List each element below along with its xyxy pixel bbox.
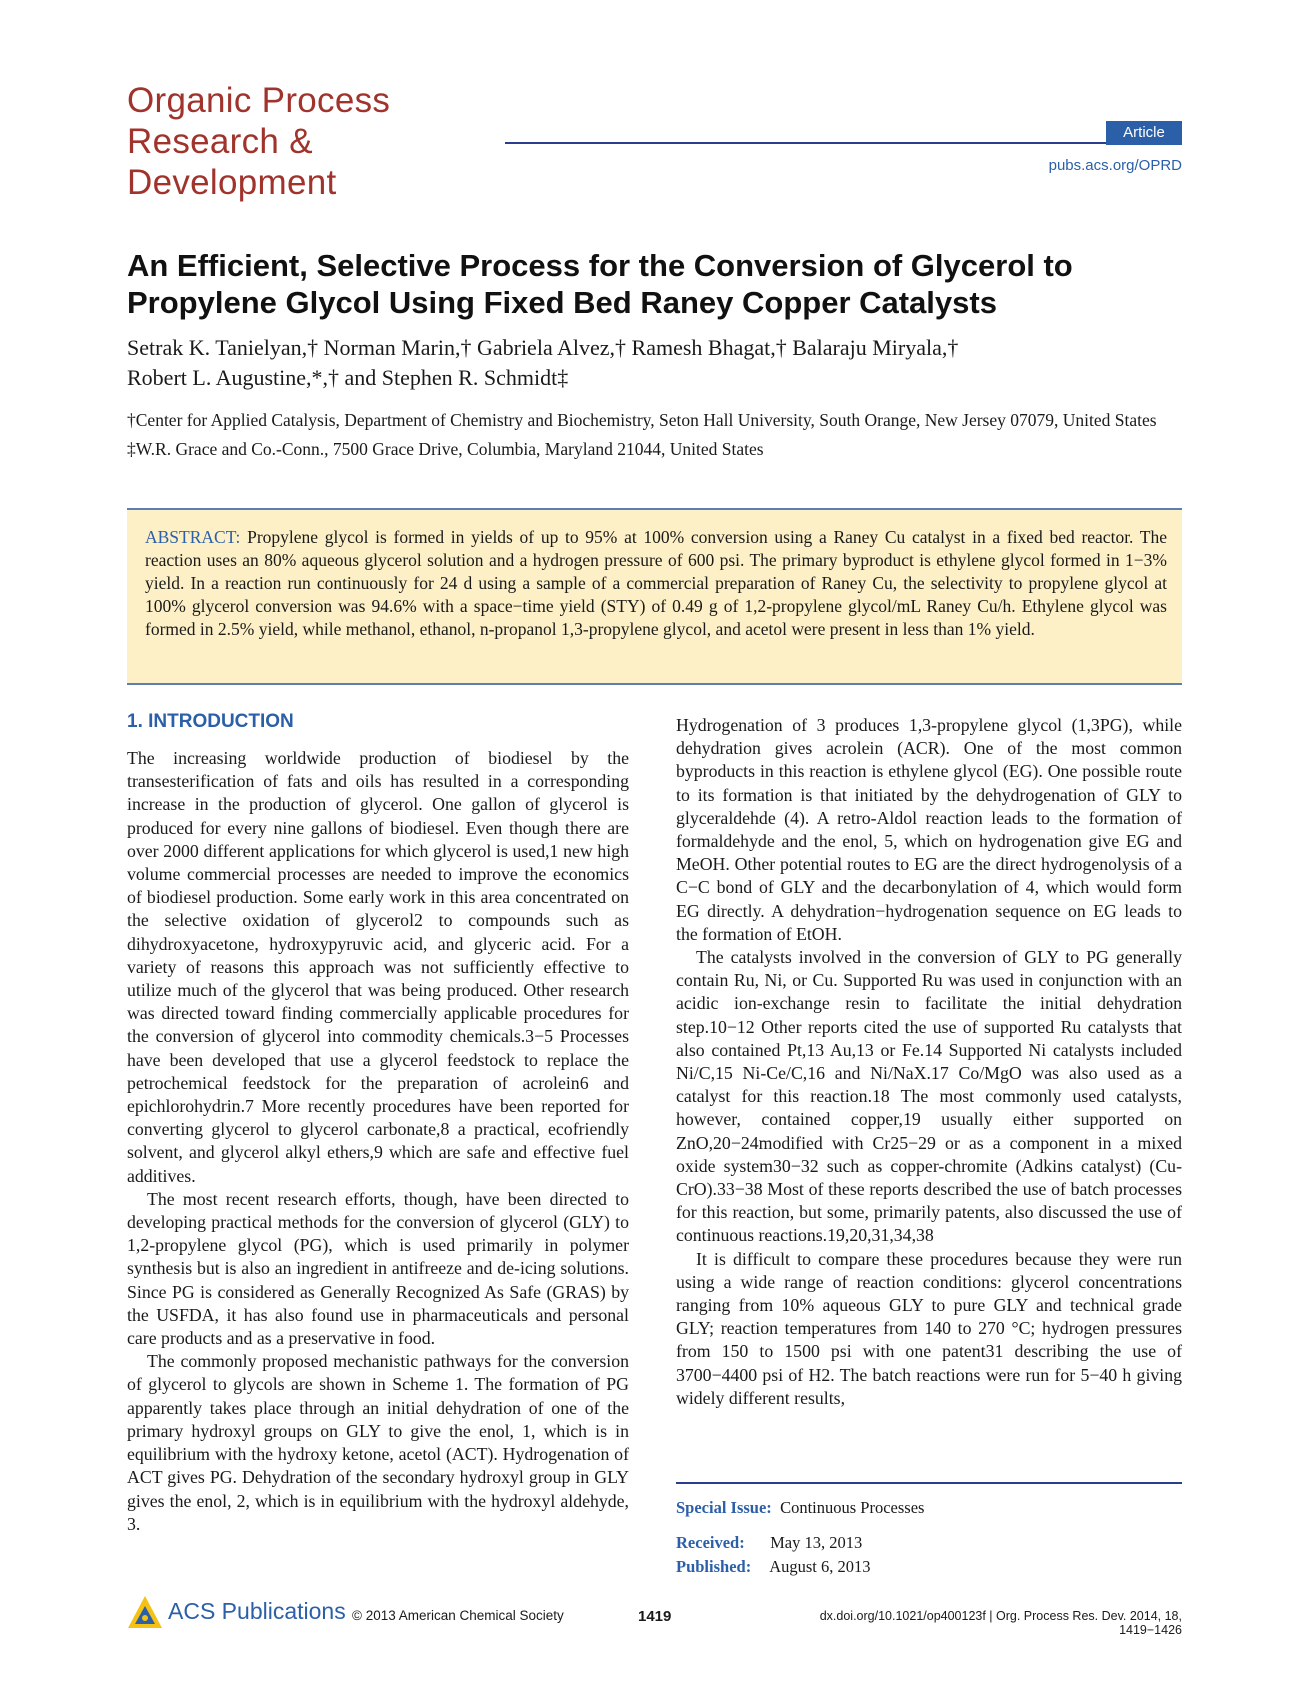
article-info-rule <box>676 1482 1182 1484</box>
paragraph: Hydrogenation of 3 produces 1,3-propylene glycol (1,3PG), while dehydration gives acrolein (ACR). One of the most common byproducts in this reaction is ethylene glycol (EG). One possible route to its formation is that initiated by the dehydrogenation of GLY to glyceraldehde (4). A retro-Aldol reaction leads to the formation of formaldehyde and the enol, 5, which on hydrogenation give EG and MeOH. Other potential routes to EG are the direct hydrogenolysis of a C−C bond of GLY and the decarbonylation of 4, which would form EG directly. A dehydration−hydrogenation sequence on EG leads to the formation of EtOH. <box>676 715 1182 944</box>
right-column <box>676 714 1182 1410</box>
abstract-bottom-rule <box>127 683 1182 685</box>
header-rule <box>505 142 1182 144</box>
special-issue-label: Special Issue: <box>676 1498 772 1517</box>
received-date <box>676 1532 1182 1554</box>
paragraph: The most recent research efforts, though, have been directed to developing practical methods for the conversion of glycerol (GLY) to 1,2-propylene glycol (PG), which is used primarily in polymer synthesis but is also an ingredient in antifreeze and de-icing solutions. Since PG is considered as Generally Recognized As Safe (GRAS) by the USFDA, it has also found use in pharmaceuticals and personal care products and as a preservative in food. <box>127 1188 629 1349</box>
published-date <box>676 1556 1182 1578</box>
affiliation: ‡W.R. Grace and Co.-Conn., 7500 Grace Drive, Columbia, Maryland 21044, United States <box>127 439 764 459</box>
paragraph: The catalysts involved in the conversion of GLY to PG generally contain Ru, Ni, or Cu. Supported Ru was used in conjunction with an acidic ion-exchange resin to facilitate the initial dehydration step.10−12 Other reports cited the use of supported Ru catalysts that also contained Pt,13 Au,13 or Fe.14 Supported Ni catalysts included Ni/C,15 Ni-Ce/C,16 and Ni/NaX.17 Co/MgO was also used as a catalyst for this reaction.18 The most commonly used catalysts, however, contained copper,19 usually either supported on ZnO,20−24modified with Cr25−29 or as a component in a mixed oxide system30−32 such as copper-chromite (Adkins catalyst) (Cu-CrO).33−38 Most of these reports described the use of batch processes for this reaction, but some, primarily patents, also discussed the use of continuous reactions.19,20,31,34,38 <box>676 947 1182 1246</box>
journal-title-line: Research & <box>127 122 313 161</box>
journal-title-line: Organic Process <box>127 81 391 120</box>
special-issue-value: Continuous Processes <box>780 1498 925 1517</box>
page-number: 1419 <box>638 1608 672 1625</box>
special-issue <box>676 1497 1182 1519</box>
journal-url-link[interactable]: pubs.acs.org/OPRD <box>1048 157 1182 174</box>
received-label: Received: <box>676 1533 745 1552</box>
abstract <box>145 526 1167 641</box>
abstract-text: Propylene glycol is formed in yields of up to 95% at 100% conversion using a Raney Cu catalyst in a fixed bed reactor. The reaction uses an 80% aqueous glycerol solution and a hydrogen pressure of 600 psi. The primary byproduct is ethylene glycol formed in 1−3% yield. In a reaction run continuously for 24 d using a sample of a commercial preparation of Raney Cu, the selectivity to propylene glycol at 100% glycerol conversion was 94.6% with a space−time yield (STY) of 0.49 g of 1,2-propylene glycol/mL Raney Cu/h. Ethylene glycol was formed in 2.5% yield, while methanol, ethanol, n-propanol 1,3-propylene glycol, and acetol were present in less than 1% yield. <box>145 527 1168 639</box>
journal-title-line: Development <box>127 163 337 202</box>
doi-link[interactable]: dx.doi.org/10.1021/op400123f | Org. Process Res. Dev. 2014, 18, 1419−1426 <box>819 1609 1182 1637</box>
publisher-name: ACS Publications <box>168 1598 346 1624</box>
affiliations <box>127 409 1187 467</box>
paragraph: The increasing worldwide production of biodiesel by the transesterification of fats and oils has resulted in a corresponding increase in the production of glycerol. One gallon of glycerol is produced for every nine gallons of biodiesel. Even though there are over 2000 different applications for which glycerol is used,1 new high volume commercial processes are needed to improve the economics of biodiesel production. Some early work in this area concentrated on the selective oxidation of glycerol2 to compounds such as dihydroxyacetone, hydroxypyruvic acid, and glyceric acid. For a variety of reasons this approach was not sufficiently effective to utilize much of the glycerol that was being produced. Other research was directed toward finding commercially applicable procedures for the conversion of glycerol into commodity chemicals.3−5 Processes have been developed that use a glycerol feedstock to replace the petrochemical feedstock for the preparation of acrolein6 and epichlorohydrin.7 More recently procedures have been reported for converting glycerol to glycerol carbonate,8 a practical, ecofriendly solvent, and glycerol alkyl ethers,9 which are safe and effective fuel additives. <box>127 748 629 1186</box>
author-list <box>127 333 1187 393</box>
authors-line: Setrak K. Tanielyan,† Norman Marin,† Gabriela Alvez,† Ramesh Bhagat,† Balaraju Miryala,† <box>127 335 959 360</box>
abstract-label: ABSTRACT: <box>145 527 241 547</box>
affiliation: †Center for Applied Catalysis, Department of Chemistry and Biochemistry, Seton Hall University, South Orange, New Jersey 07079, United States <box>127 410 1157 430</box>
published-label: Published: <box>676 1557 752 1576</box>
journal-title <box>127 80 390 203</box>
article-title: An Efficient, Selective Process for the Conversion of Glycerol to Propylene Glycol Using Fixed Bed Raney Copper Catalysts <box>127 248 1073 320</box>
copyright: © 2013 American Chemical Society <box>352 1608 564 1623</box>
received-value: May 13, 2013 <box>770 1533 863 1552</box>
paragraph: It is difficult to compare these procedures because they were run using a wide range of reaction conditions: glycerol concentrations ranging from 10% aqueous GLY to pure GLY and technical grade GLY; reaction temperatures from 140 to 270 °C; hydrogen pressures from 150 to 1500 psi with one patent31 describing the use of 3700−4400 psi of H2. The batch reactions were run for 5−40 h giving widely different results, <box>676 1248 1182 1408</box>
section-heading: 1. INTRODUCTION <box>127 711 294 732</box>
left-column <box>127 747 629 1536</box>
published-value: August 6, 2013 <box>769 1557 871 1576</box>
acs-logo-icon <box>126 1594 164 1632</box>
article-type-badge: Article <box>1106 121 1182 145</box>
paragraph: The commonly proposed mechanistic pathways for the conversion of glycerol to glycols are shown in Scheme 1. The formation of PG apparently takes place through an initial dehydration of one of the primary hydroxyl groups on GLY to give the enol, 1, which is in equilibrium with the hydroxy ketone, acetol (ACT). Hydrogenation of ACT gives PG. Dehydration of the secondary hydroxyl group in GLY gives the enol, 2, which is in equilibrium with the hydroxyl aldehyde, 3. <box>127 1351 629 1534</box>
authors-line: Robert L. Augustine,*,† and Stephen R. Schmidt‡ <box>127 365 569 390</box>
